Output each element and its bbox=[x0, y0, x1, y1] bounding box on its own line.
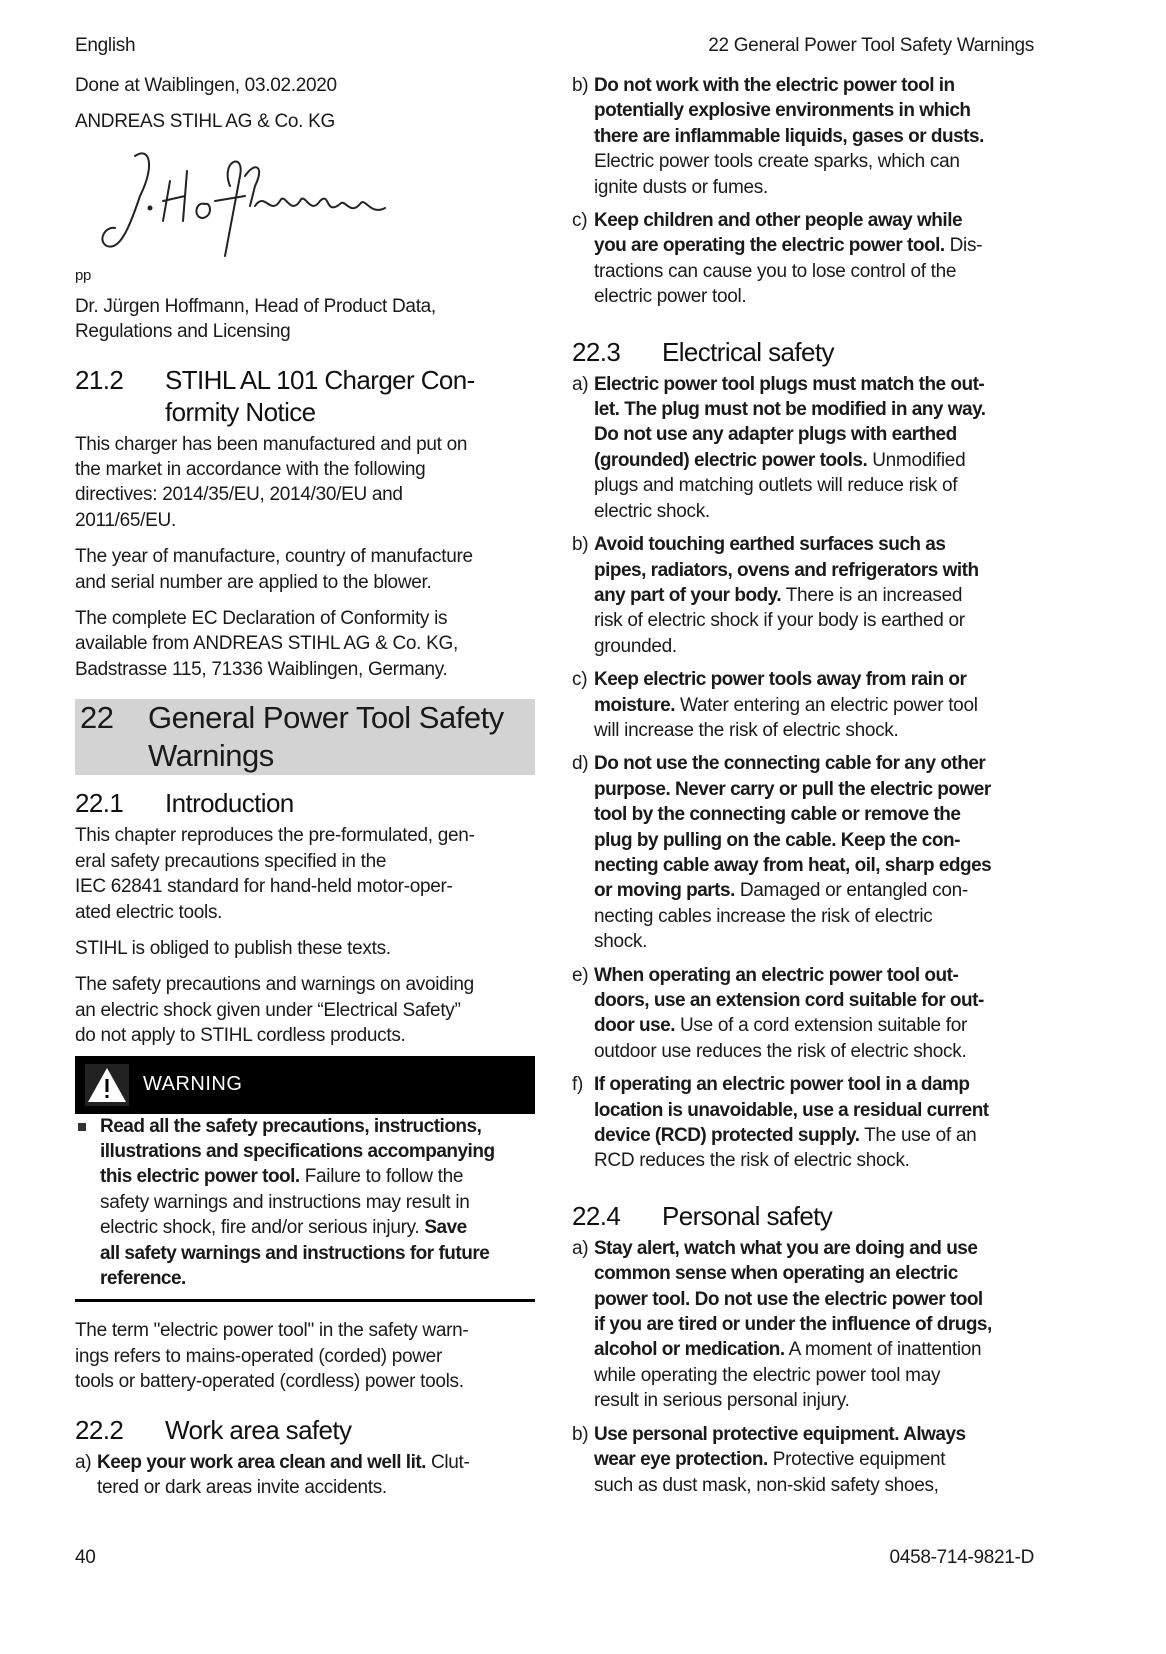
obligation-paragraph: STIHL is obliged to publish these texts. bbox=[75, 937, 391, 959]
warning-bold-1: Read all the safety precautions, instructions, illustrations and specifications accompanying this electric power tool. bbox=[100, 1115, 495, 1188]
left-column bbox=[75, 73, 535, 1535]
intro-paragraph: This chapter reproduces the pre-formulated, gen- eral safety precautions specified in the IEC 62841 standard for hand-held motor-oper- ated electric tools. bbox=[75, 825, 475, 923]
signatory: Dr. Jürgen Hoffmann, Head of Product Data, Regulations and Licensing bbox=[75, 295, 436, 343]
item-text: The use of an RCD reduces the risk of electric shock. bbox=[594, 1125, 977, 1172]
list-item bbox=[75, 1450, 535, 1501]
header-section-title: 22 General Power Tool Safety Warnings bbox=[708, 35, 1034, 56]
right-column bbox=[572, 73, 1032, 1535]
signature-image bbox=[95, 146, 405, 261]
item-label: b) bbox=[572, 534, 589, 556]
item-label: b) bbox=[572, 1423, 589, 1445]
heading-number: 22.1 bbox=[75, 788, 124, 819]
item-bold: Use personal protective equipment. Always wear eye protection. bbox=[594, 1423, 966, 1471]
heading-22-1 bbox=[75, 787, 535, 819]
page-header bbox=[0, 33, 1166, 58]
item-text: A moment of inattention while operating the electric power tool may result in serious personal injury. bbox=[594, 1339, 982, 1412]
item-text: Use of a cord extension suitable for outdoor use reduces the risk of electric shock. bbox=[594, 1015, 968, 1062]
conformity-paragraph: This charger has been manufactured and put on the market in accordance with the following directives: 2014/35/EU, 2014/30/EU and 2011/65/EU. bbox=[75, 433, 468, 531]
heading-number: 21.2 bbox=[75, 364, 124, 395]
heading-title: Work area safety bbox=[165, 1414, 352, 1445]
page-number: 40 bbox=[75, 1547, 96, 1568]
signature-block bbox=[75, 146, 535, 286]
warning-label: WARNING bbox=[143, 1073, 243, 1096]
list-item bbox=[572, 208, 1032, 310]
list-item bbox=[572, 963, 1032, 1065]
item-bold: Do not work with the electric power tool in potentially explosive environments in which there are inflammable liquids, gases or dusts. bbox=[594, 75, 984, 147]
bullet-square-icon bbox=[78, 1123, 86, 1131]
chapter-heading-22 bbox=[75, 699, 535, 775]
item-text: There is an increased risk of electric shock if your body is earthed or grounded. bbox=[594, 584, 965, 657]
chapter-number: 22 bbox=[80, 700, 114, 736]
item-bold: Electric power tool plugs must match the out- let. The plug must not be modified in any way. Do not use any adapter plugs with earthed (grounded) electric power tools. bbox=[594, 373, 986, 471]
warning-body: Failure to follow the safety warnings and instructions may result in electric shock, fire and/or serious injury. bbox=[100, 1166, 470, 1239]
list-item bbox=[572, 751, 1032, 954]
item-text: Electric power tools create sparks, which can ignite dusts or fumes. bbox=[594, 151, 960, 198]
cordless-note-paragraph: The safety precautions and warnings on avoiding an electric shock given under “Electrical Safety” do not apply to STIHL cordless products. bbox=[75, 974, 474, 1047]
item-label: b) bbox=[572, 75, 589, 96]
content-columns bbox=[0, 73, 1166, 1535]
item-bold: Keep electric power tools away from rain or moisture. bbox=[594, 669, 967, 716]
header-language: English bbox=[75, 35, 136, 56]
page-footer bbox=[0, 1545, 1166, 1570]
item-label: c) bbox=[572, 669, 588, 691]
list-item bbox=[572, 73, 1032, 200]
warning-text bbox=[100, 1114, 495, 1292]
item-label: a) bbox=[572, 1237, 589, 1259]
item-label: d) bbox=[572, 753, 589, 775]
item-text: Protective equipment such as dust mask, non-skid safety shoes, bbox=[594, 1449, 946, 1496]
item-label: c) bbox=[572, 210, 588, 232]
item-bold: Do not use the connecting cable for any other purpose. Never carry or pull the electric power tool by the connecting cable or remove the plug by pulling on the cable. Keep the con- necting cable away from heat, oil, sharp edges or moving parts. bbox=[594, 753, 992, 902]
warning-triangle-icon bbox=[85, 1064, 129, 1106]
item-bold: When operating an electric power tool out- doors, use an extension cord suitable for out- door use. bbox=[594, 964, 984, 1037]
list-item bbox=[572, 1236, 1032, 1414]
item-text: Damaged or entangled con- necting cables increase the risk of electric shock. bbox=[594, 880, 968, 953]
document-number: 0458-714-9821-D bbox=[889, 1547, 1034, 1568]
pp-label: pp bbox=[75, 266, 92, 284]
item-text: Unmodified plugs and matching outlets will reduce risk of electric shock. bbox=[594, 449, 966, 522]
item-label: a) bbox=[75, 1451, 92, 1473]
item-bold: Keep children and other people away while you are operating the electric power tool. bbox=[594, 210, 963, 257]
manufacture-paragraph: The year of manufacture, country of manufacture and serial number are applied to the blower. bbox=[75, 546, 473, 593]
list-item bbox=[572, 1072, 1032, 1174]
warning-bold-2: Save all safety warnings and instructions for future reference. bbox=[100, 1217, 490, 1289]
heading-22-4 bbox=[572, 1200, 1032, 1232]
item-label: f) bbox=[572, 1074, 584, 1096]
heading-number: 22.3 bbox=[572, 336, 621, 367]
heading-title: Introduction bbox=[165, 788, 294, 819]
warning-end-rule bbox=[75, 1299, 535, 1302]
heading-title: STIHL AL 101 Charger Con- formity Notice bbox=[165, 364, 475, 427]
list-item bbox=[572, 372, 1032, 524]
list-item bbox=[572, 1422, 1032, 1498]
heading-21-2 bbox=[75, 364, 535, 428]
heading-title: Electrical safety bbox=[662, 336, 834, 367]
list-item bbox=[572, 667, 1032, 743]
heading-title: Personal safety bbox=[662, 1200, 833, 1231]
chapter-title: General Power Tool Safety Warnings bbox=[148, 700, 504, 774]
heading-22-2 bbox=[75, 1414, 535, 1446]
item-bold: Avoid touching earthed surfaces such as pipes, radiators, ovens and refrigerators with any part of your body. bbox=[594, 534, 979, 606]
item-label: a) bbox=[572, 373, 589, 395]
heading-22-3 bbox=[572, 336, 1032, 368]
list-item bbox=[572, 532, 1032, 659]
heading-number: 22.4 bbox=[572, 1200, 621, 1231]
warning-banner bbox=[75, 1056, 535, 1114]
declaration-paragraph: The complete EC Declaration of Conformity is available from ANDREAS STIHL AG & Co. KG, Badstrasse 115, 71336 Waiblingen, Germany. bbox=[75, 608, 458, 680]
item-bold: Stay alert, watch what you are doing and use common sense when operating an electric power tool. Do not use the electric power tool if you are tired or under the influence of drugs, alcohol or medication. bbox=[594, 1237, 992, 1361]
item-bold: Keep your work area clean and well lit. bbox=[97, 1451, 426, 1473]
item-label: e) bbox=[572, 964, 589, 986]
item-text: Dis- tractions can cause you to lose control of the electric power tool. bbox=[594, 235, 983, 308]
place-date: Done at Waiblingen, 03.02.2020 bbox=[75, 75, 337, 96]
item-bold: If operating an electric power tool in a damp location is unavoidable, use a residual current device (RCD) protected supply. bbox=[594, 1074, 989, 1147]
term-definition-paragraph: The term "electric power tool" in the safety warn- ings refers to mains-operated (corded) power tools or battery-operated (cordless) power tools. bbox=[75, 1320, 469, 1393]
heading-number: 22.2 bbox=[75, 1414, 124, 1445]
company-name: ANDREAS STIHL AG & Co. KG bbox=[75, 111, 335, 133]
warning-item bbox=[75, 1114, 535, 1292]
item-text: Water entering an electric power tool will increase the risk of electric shock. bbox=[594, 694, 978, 741]
item-text: Clut- tered or dark areas invite accidents. bbox=[97, 1451, 470, 1498]
